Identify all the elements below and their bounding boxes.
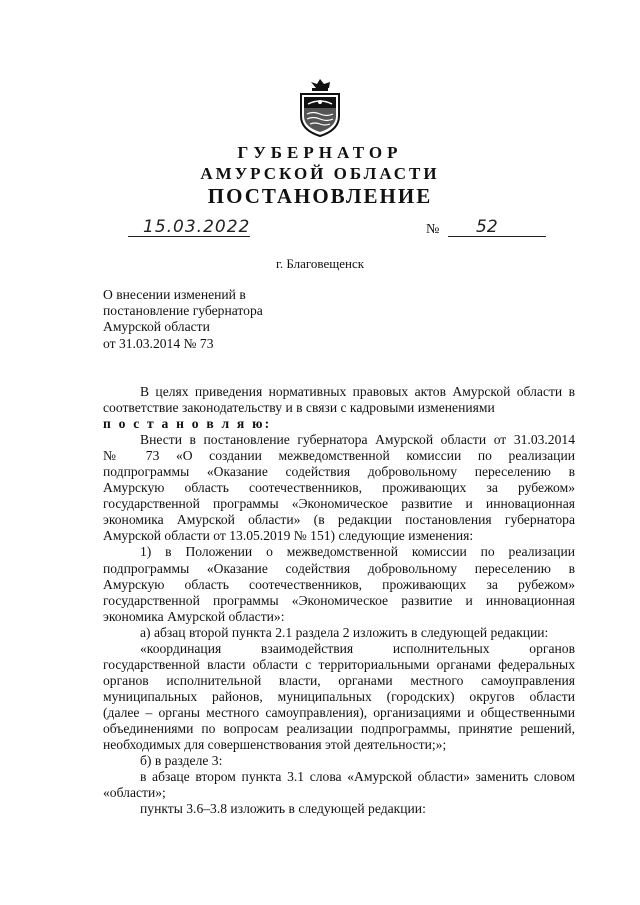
date-underline <box>128 236 250 237</box>
city: г. Благовещенск <box>275 256 365 271</box>
amur-region-coat-of-arms-icon <box>295 78 345 138</box>
subject-line: от 31.03.2014 № 73 <box>103 335 214 351</box>
paragraph-item-1: 1) в Положении о межведомственной комиссии по реализации подпрограммы «Оказание содействия добровольному переселению в Амурскую область соотечественников, проживающих за рубежом» государственной программы «Экономическое развитие и инновационная экономика Амурской области»: <box>103 544 575 624</box>
paragraph-quoted: «координация взаимодействия исполнительных органов государственной власти области с территориальными органами федеральных органов исполнительной власти, органами местного самоуправления муниципальных районов, муниципальных (городских) округов области (далее – органы местного самоуправления), организациями и общественными объединениями по вопросам реализации подпрограммы, принятие решений, необходимых для совершенствования этой деятельности;»; <box>103 640 575 753</box>
document-date: 15.03.2022 <box>143 217 251 237</box>
paragraph-preamble: В целях приведения нормативных правовых актов Амурской области в соответствие законодательству и в связи с кадровыми изменениями <box>103 384 575 416</box>
document-number: 52 <box>476 217 498 237</box>
document-type: ПОСТАНОВЛЕНИЕ <box>207 184 433 208</box>
subject-line: О внесении изменений в <box>103 287 246 302</box>
subject-line: постановление губернатора <box>103 303 263 319</box>
paragraph-item-a: а) абзац второй пункта 2.1 раздела 2 изложить в следующей редакции: <box>140 624 549 640</box>
number-label: № <box>426 222 440 237</box>
header-title: ГУБЕРНАТОР <box>237 143 403 162</box>
document-body <box>103 384 575 817</box>
paragraph-points: пункты 3.6–3.8 изложить в следующей редакции: <box>140 801 426 817</box>
paragraph-replace: в абзаце втором пункта 3.1 слова «Амурской области» заменить словом «области»; <box>103 769 575 801</box>
paragraph-main: Внести в постановление губернатора Амурской области от 31.03.2014 № 73 «О создании межведомственной комиссии по реализации подпрограммы «Оказание содействия добровольному переселению в Амурскую область соотечественников, проживающих за рубежом» государственной программы «Экономическое развитие и инновационная экономика Амурской области» (в редакции постановления губернатора Амурской области от 13.05.2019 № 151) следующие изменения: <box>103 432 575 544</box>
paragraph-item-b: б) в разделе 3: <box>140 753 223 769</box>
number-underline <box>448 236 546 237</box>
header-region: АМУРСКОЙ ОБЛАСТИ <box>200 164 440 183</box>
subject-line: Амурской области <box>103 319 210 335</box>
document-subject <box>103 287 263 352</box>
paragraph-resolve: п о с т а н о в л я ю: <box>103 416 272 432</box>
